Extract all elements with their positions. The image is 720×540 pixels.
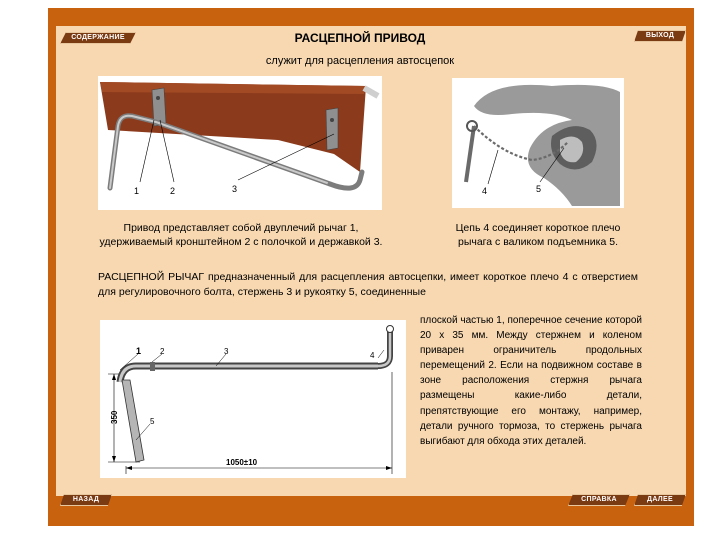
- wagon-end-beam: [100, 82, 366, 172]
- lever-handle: [330, 172, 362, 188]
- chain-illustration: [452, 78, 624, 208]
- page-title: РАСЦЕПНОЙ ПРИВОД: [294, 31, 426, 45]
- next-button[interactable]: [634, 494, 686, 506]
- drawing-label-5: 5: [150, 417, 155, 426]
- chain-photo: [452, 78, 624, 208]
- lever-description-continued: плоской частью 1, поперечное сечение которой 20 х 35 мм. Между стержнем и коленом приварен ограничитель продольных перемещений 2. Если на подвижном составе в зоне расположения стержня рычага размещены какие-либо детали, препятствующие его монтажу, например, детали ручного тормоза, то стержень рычага выгибают для обхода этих деталей.: [420, 315, 642, 447]
- drawing-label-4: 4: [370, 351, 375, 360]
- help-button[interactable]: [568, 494, 630, 506]
- lever-schematic: [100, 320, 406, 478]
- length-dim: 1050±10: [226, 458, 258, 467]
- contents-label: СОДЕРЖАНИЕ: [71, 34, 125, 41]
- coupler-body: [474, 85, 620, 206]
- drawing-label-1: 1: [136, 346, 142, 356]
- back-label: НАЗАД: [72, 496, 100, 503]
- next-label: ДАЛЕЕ: [647, 496, 673, 503]
- height-dim: 350: [110, 410, 119, 424]
- label-2: 2: [170, 186, 176, 196]
- drive-illustration: [98, 76, 382, 210]
- label-5: 5: [536, 184, 542, 194]
- back-button[interactable]: [60, 494, 112, 506]
- label-3: 3: [232, 184, 238, 194]
- drawing-label-2: 2: [160, 347, 165, 356]
- drive-photo: [98, 76, 382, 210]
- label-1: 1: [134, 186, 140, 196]
- page-subtitle: служит для расцепления автосцепок: [265, 55, 455, 67]
- drive-caption: Привод представляет собой двуплечий рычаг 1, удерживаемый кронштейном 2 с полочкой и державкой 3.: [99, 222, 383, 248]
- lever-description: РАСЦЕПНОЙ РЫЧАГ предназначенный для расцепления автосцепки, имеет короткое плечо 4 с отверстием для регулировочного болта, стержень 3 и рукоятку 5, соединенные: [98, 271, 638, 298]
- exit-label: ВЫХОД: [645, 32, 675, 39]
- chain-caption: Цепь 4 соединяет короткое плечо рычага с валиком подъемника 5.: [455, 222, 621, 248]
- label-4: 4: [482, 186, 488, 196]
- lever-drawing: [100, 320, 406, 478]
- holder: [326, 108, 338, 150]
- help-label: СПРАВКА: [581, 496, 617, 503]
- lever-arm: [466, 126, 474, 182]
- drawing-label-3: 3: [224, 347, 229, 356]
